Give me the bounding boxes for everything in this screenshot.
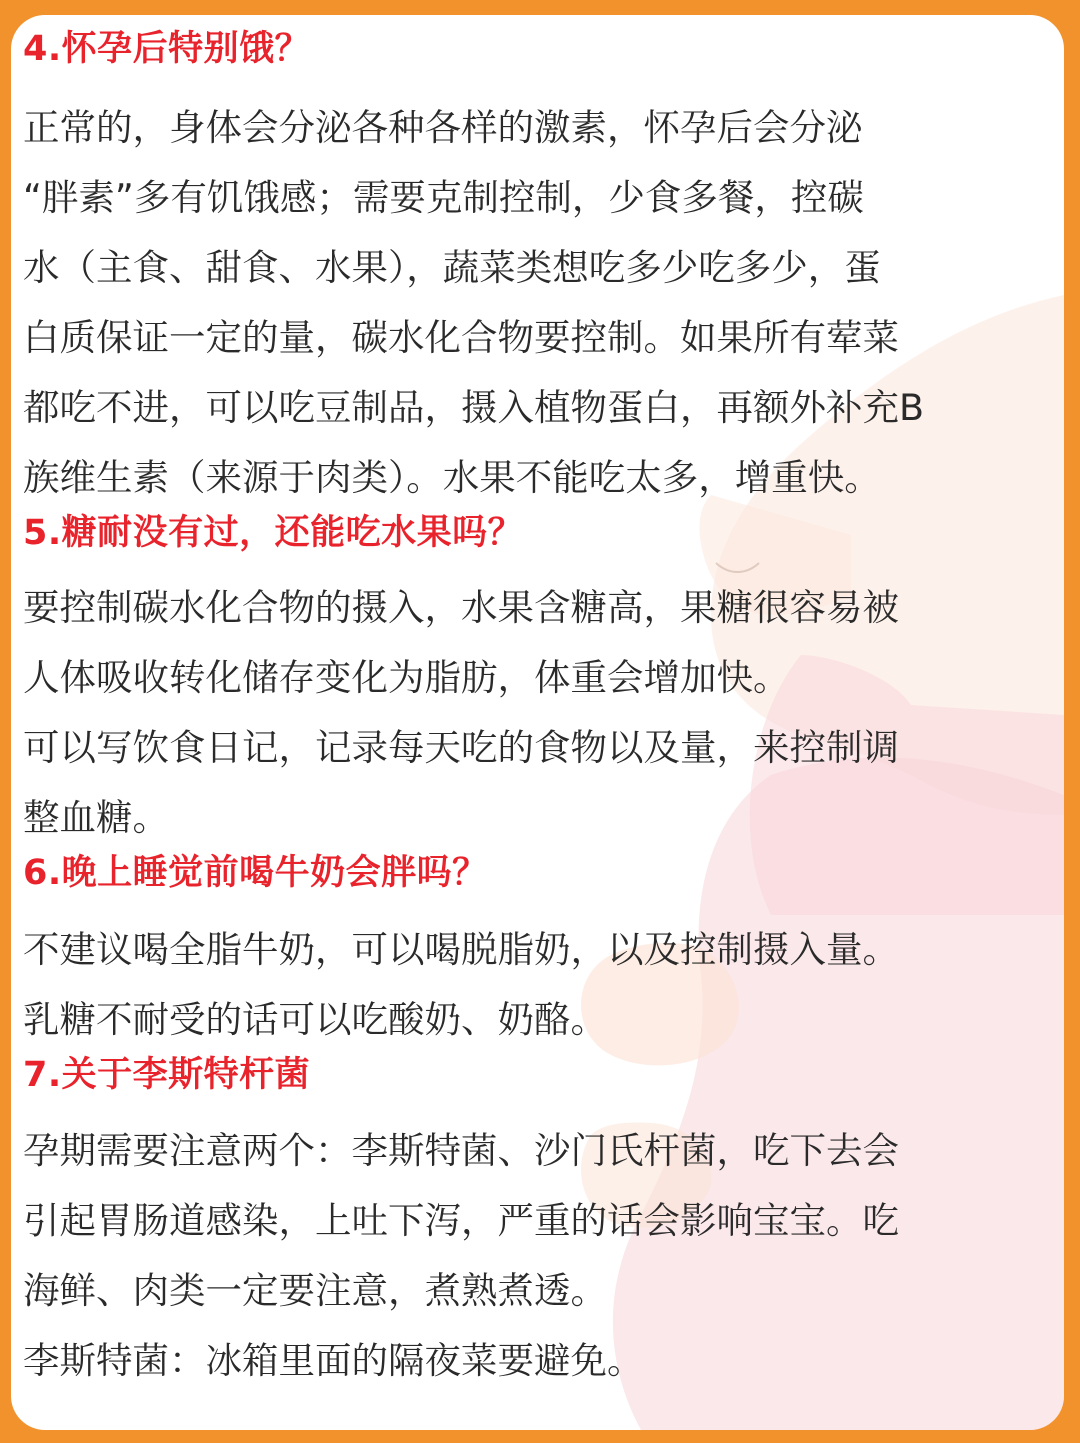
qa-section-7 bbox=[23, 1055, 1058, 1396]
text-line: 族维生素（来源于肉类）。水果不能吃太多，增重快。 bbox=[23, 456, 881, 499]
text-line: 可以写饮食日记，记录每天吃的食物以及量，来控制调 bbox=[23, 726, 899, 769]
text-line: 水（主食、甜食、水果），蔬菜类想吃多少吃多少，蛋 bbox=[23, 246, 881, 289]
section-heading: 4.怀孕后特别饿？ bbox=[23, 29, 311, 69]
section-paragraph bbox=[23, 915, 1058, 1055]
text-line: 引起胃肠道感染，上吐下泻，严重的话会影响宝宝。吃 bbox=[23, 1199, 899, 1242]
text-line: 都吃不进，可以吃豆制品，摄入植物蛋白，再额外补充B bbox=[23, 386, 925, 429]
section-paragraph bbox=[23, 1116, 1058, 1396]
qa-section-6 bbox=[23, 853, 1058, 1055]
article-body bbox=[23, 29, 1058, 1396]
content-card bbox=[11, 15, 1064, 1430]
section-heading: 5.糖耐没有过，还能吃水果吗？ bbox=[23, 513, 524, 553]
text-line: 乳糖不耐受的话可以吃酸奶、奶酪。 bbox=[23, 998, 607, 1041]
section-heading: 6.晚上睡觉前喝牛奶会胖吗？ bbox=[23, 853, 488, 893]
text-line: 整血糖。 bbox=[23, 796, 169, 839]
section-paragraph bbox=[23, 93, 1058, 513]
text-line: 孕期需要注意两个：李斯特菌、沙门氏杆菌，吃下去会 bbox=[23, 1129, 899, 1172]
section-heading: 7.关于李斯特杆菌 bbox=[23, 1055, 311, 1095]
text-line: 白质保证一定的量，碳水化合物要控制。如果所有荤菜 bbox=[23, 316, 899, 359]
text-line: 不建议喝全脂牛奶，可以喝脱脂奶，以及控制摄入量。 bbox=[23, 928, 899, 971]
text-line: 人体吸收转化储存变化为脂肪，体重会增加快。 bbox=[23, 656, 790, 699]
text-line: 李斯特菌：冰箱里面的隔夜菜要避免。 bbox=[23, 1339, 644, 1382]
text-line: “胖素”多有饥饿感；需要克制控制，少食多餐，控碳 bbox=[23, 176, 864, 219]
text-line: 海鲜、肉类一定要注意，煮熟煮透。 bbox=[23, 1269, 607, 1312]
text-line: 要控制碳水化合物的摄入，水果含糖高，果糖很容易被 bbox=[23, 586, 899, 629]
qa-section-5 bbox=[23, 513, 1058, 853]
text-line: 正常的，身体会分泌各种各样的激素，怀孕后会分泌 bbox=[23, 106, 863, 149]
qa-section-4 bbox=[23, 29, 1058, 513]
section-paragraph bbox=[23, 573, 1058, 853]
